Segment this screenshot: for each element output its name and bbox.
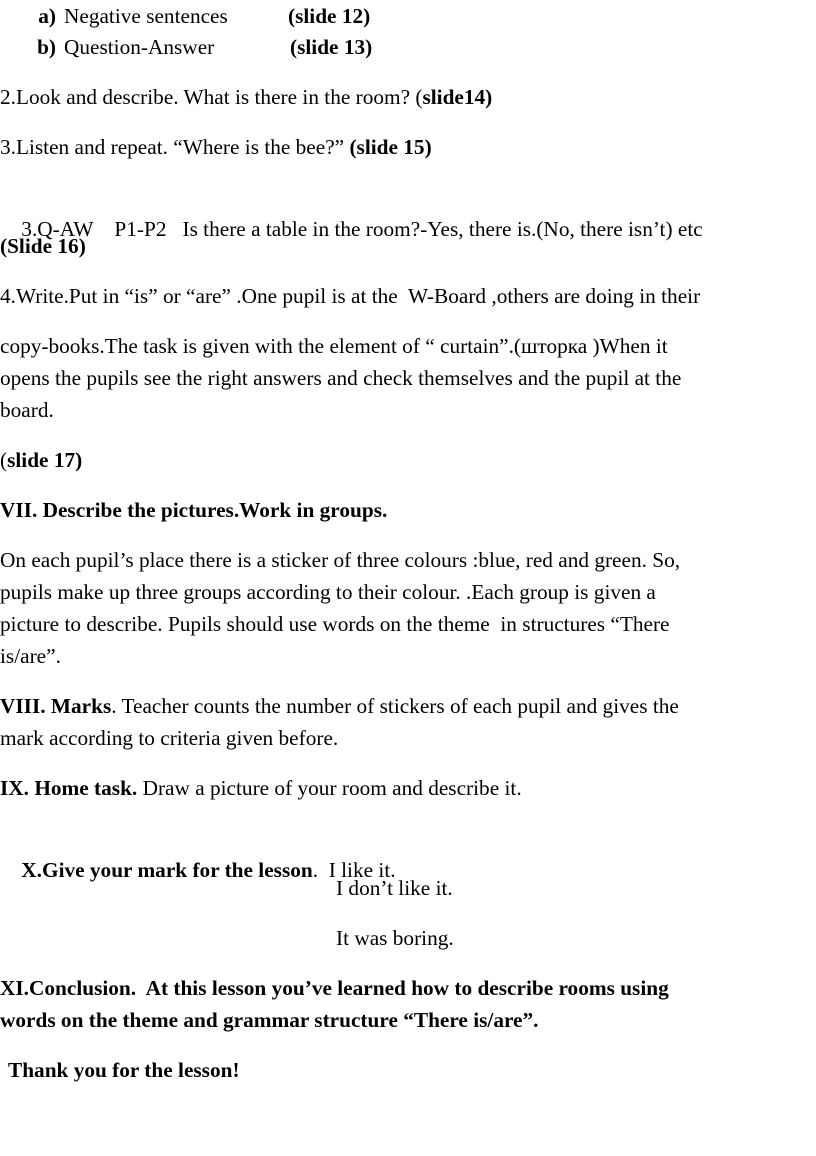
section-heading: X.Give your mark for the lesson bbox=[21, 858, 313, 882]
step-3-listen bbox=[0, 131, 432, 163]
step-4-line-2: copy-books.The task is given with the element of “ curtain”.(шторка )When it bbox=[0, 334, 668, 358]
section-7-heading: VII. Describe the pictures.Work in groups. bbox=[0, 498, 388, 522]
section-11-line-2: words on the theme and grammar structure “There is/are”. bbox=[0, 1008, 539, 1032]
sub-item-a bbox=[30, 0, 371, 32]
step-3-qa-slide bbox=[0, 230, 86, 262]
section-heading: IX. Home task. bbox=[0, 776, 138, 800]
sub-item-label: a) bbox=[38, 4, 56, 28]
step-4-line-1: 4.Write.Put in “is” or “are” .One pupil is at the W-Board ,others are doing in their bbox=[0, 284, 701, 308]
section-8-line-2: mark according to criteria given before. bbox=[0, 726, 339, 750]
section-8-line-1: VIII. Marks. Teacher counts the number of stickers of each pupil and gives the bbox=[0, 694, 679, 718]
section-9: IX. Home task. Draw a picture of your room and describe it. bbox=[0, 776, 522, 800]
sub-item-text: Negative sentences bbox=[64, 4, 228, 28]
section-10: X.Give your mark for the lesson. I like it. bbox=[21, 858, 396, 882]
sub-item-b bbox=[30, 31, 373, 63]
slide-ref: slide14) bbox=[422, 85, 493, 109]
section-7-line-4: is/are”. bbox=[0, 644, 61, 668]
section-heading: VII. Describe the pictures bbox=[0, 498, 234, 522]
closing-text: Thank you for the lesson! bbox=[8, 1058, 240, 1082]
section-7-line-1: On each pupil’s place there is a sticker of three colours :blue, red and green. So, bbox=[0, 548, 681, 572]
step-2-text: 2.Look and describe. What is there in the room? ( bbox=[0, 85, 423, 109]
step-4-line-4: board. bbox=[0, 398, 54, 422]
slide-ref: (Slide 16) bbox=[0, 234, 86, 258]
section-heading: VIII. Marks bbox=[0, 694, 112, 718]
sub-item-text: Question-Answer bbox=[64, 35, 215, 59]
step-3-qa bbox=[0, 181, 703, 277]
step-2 bbox=[0, 81, 492, 113]
step-3-text: 3.Listen and repeat. “Where is the bee?” bbox=[0, 135, 350, 159]
slide-ref: (slide 12) bbox=[288, 4, 371, 28]
sub-item-label: b) bbox=[37, 35, 56, 59]
step-4-line-3: opens the pupils see the right answers and check themselves and the pupil at the bbox=[0, 366, 682, 390]
slide-ref: slide 17) bbox=[7, 448, 83, 472]
slide-ref: (slide 15) bbox=[349, 135, 432, 159]
section-7-line-2: pupils make up three groups according to their colour. .Each group is given a bbox=[0, 580, 656, 604]
step-4-slide: (slide 17) bbox=[0, 448, 83, 472]
section-11-line-1: XI.Conclusion. At this lesson you’ve learned how to describe rooms using bbox=[0, 976, 669, 1000]
mark-option-3: It was boring. bbox=[336, 926, 454, 950]
mark-option-2: I don’t like it. bbox=[336, 876, 453, 900]
slide-ref: (slide 13) bbox=[290, 35, 373, 59]
section-7-line-3: picture to describe. Pupils should use words on the theme in structures “There bbox=[0, 612, 670, 636]
step-3-qa-text: 3.Q-AW P1-P2 Is there a table in the room?-Yes, there is.(No, there isn’t) etc bbox=[21, 217, 703, 241]
